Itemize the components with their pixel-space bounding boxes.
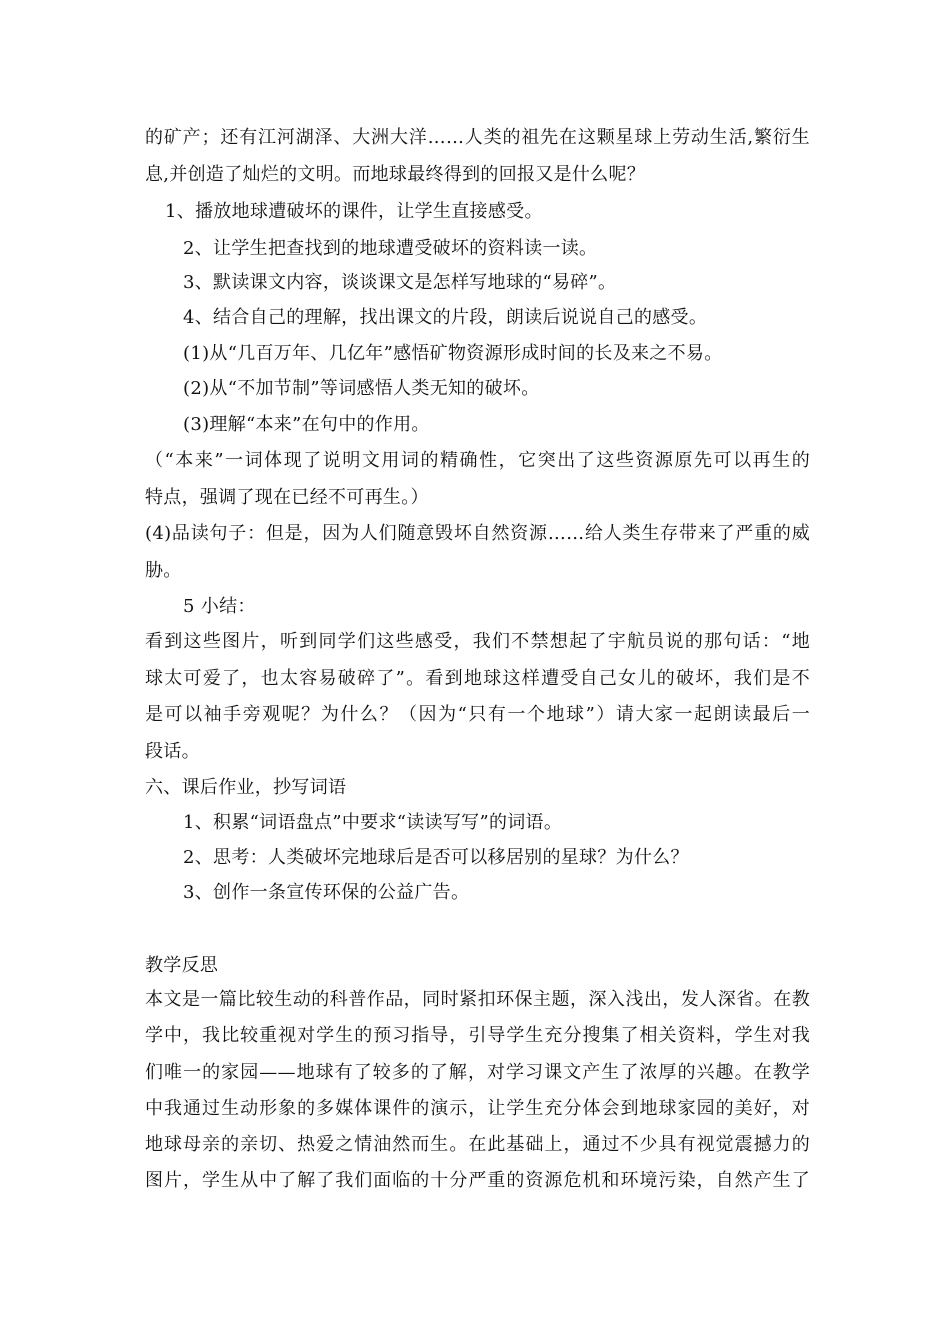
list-item: (2)从“不加节制”等词感悟人类无知的破坏。 <box>183 378 540 399</box>
text-line: 特点，强调了现在已经不可再生。） <box>145 487 429 508</box>
text-line: 图片，学生从中了解了我们面临的十分严重的资源危机和环境污染，自然产生了 <box>145 1170 810 1191</box>
list-item: 3、默读课文内容，谈谈课文是怎样写地球的“易碎”。 <box>183 272 617 293</box>
text-line: （“本来”一词体现了说明文用词的精确性，它突出了这些资源原先可以再生的 <box>145 450 810 471</box>
list-item: 3、创作一条宣传环保的公益广告。 <box>183 882 470 903</box>
text-line: 学中，我比较重视对学生的预习指导，引导学生充分搜集了相关资料，学生对我 <box>145 1025 810 1046</box>
text-line: (4)品读句子：但是，因为人们随意毁坏自然资源……给人类生存带来了严重的威 <box>145 523 810 544</box>
list-item: (3)理解“本来”在句中的作用。 <box>183 414 430 435</box>
section-heading: 六、课后作业，抄写词语 <box>145 777 347 798</box>
list-item: 1、播放地球遭破坏的课件，让学生直接感受。 <box>165 201 543 222</box>
text-line: 段话。 <box>145 741 200 762</box>
text-line: 们唯一的家园——地球有了较多的了解，对学习课文产生了浓厚的兴趣。在教学 <box>145 1062 810 1083</box>
text-line: 胁。 <box>145 560 182 581</box>
text-line: 息,并创造了灿烂的文明。而地球最终得到的回报又是什么呢？ <box>145 164 646 185</box>
text-line: 中我通过生动形象的多媒体课件的演示，让学生充分体会到地球家园的美好，对 <box>145 1098 810 1119</box>
section-label: 5 小结： <box>183 596 256 617</box>
text-line: 看到这些图片，听到同学们这些感受，我们不禁想起了宇航员说的那句话：“地 <box>145 631 810 652</box>
text-line: 本文是一篇比较生动的科普作品，同时紧扣环保主题，深入浅出，发人深省。在教 <box>145 989 810 1010</box>
list-item: 4、结合自己的理解，找出课文的片段，朗读后说说自己的感受。 <box>183 307 708 328</box>
list-item: 2、思考：人类破坏完地球后是否可以移居别的星球？为什么？ <box>183 847 689 868</box>
text-line: 的矿产；还有江河湖泽、大洲大洋……人类的祖先在这颗星球上劳动生活,繁衍生 <box>145 127 810 148</box>
section-heading: 教学反思 <box>145 955 219 976</box>
text-line: 地球母亲的亲切、热爱之情油然而生。在此基础上，通过不少具有视觉震撼力的 <box>145 1134 810 1155</box>
list-item: (1)从“几百万年、几亿年”感悟矿物资源形成时间的长及来之不易。 <box>183 343 723 364</box>
text-line: 球太可爱了，也太容易破碎了”。看到地球这样遭受自己女儿的破坏，我们是不 <box>145 668 810 689</box>
list-item: 2、让学生把查找到的地球遭受破坏的资料读一读。 <box>183 238 598 259</box>
list-item: 1、积累“词语盘点”中要求“读读写写”的词语。 <box>183 812 563 833</box>
text-line: 是可以袖手旁观呢？为什么？（因为“只有一个地球”）请大家一起朗读最后一 <box>145 704 810 725</box>
